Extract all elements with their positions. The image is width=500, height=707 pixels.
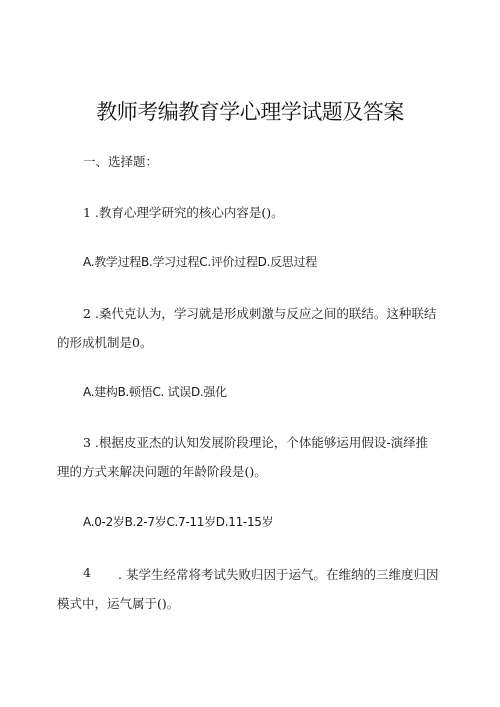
- question-3-stem-line-1: 3 .根据皮亚杰的认知发展阶段理论，个体能够运用假设-演绎推: [83, 435, 429, 450]
- question-2-options: A.建构B.顿悟C. 试误D.强化: [83, 385, 227, 399]
- question-2-stem-line-2: 的形成机制是0。: [57, 335, 153, 350]
- question-1-stem: 1 .教育心理学研究的核心内容是()。: [83, 205, 284, 220]
- document-title: 教师考编教育学心理学试题及答案: [96, 100, 404, 124]
- question-4-stem-line-2: 模式中，运气属于()。: [57, 596, 180, 611]
- question-2-stem-line-1: 2 .桑代克认为，学习就是形成刺激与反应之间的联结。这种联结: [83, 306, 437, 321]
- question-1-options: A.教学过程B.学习过程C.评价过程D.反思过程: [83, 255, 317, 269]
- question-4-number: 4: [83, 565, 91, 580]
- question-3-options: A.0-2岁B.2-7岁C.7-11岁D.11-15岁: [83, 515, 274, 529]
- section-heading: 一、选择题：: [83, 154, 159, 169]
- question-3-stem-line-2: 理的方式来解决问题的年龄阶段是()。: [57, 464, 267, 479]
- question-4-stem-line-1: . 某学生经常将考试失败归因于运气。在维纳的三维度归因: [118, 567, 439, 582]
